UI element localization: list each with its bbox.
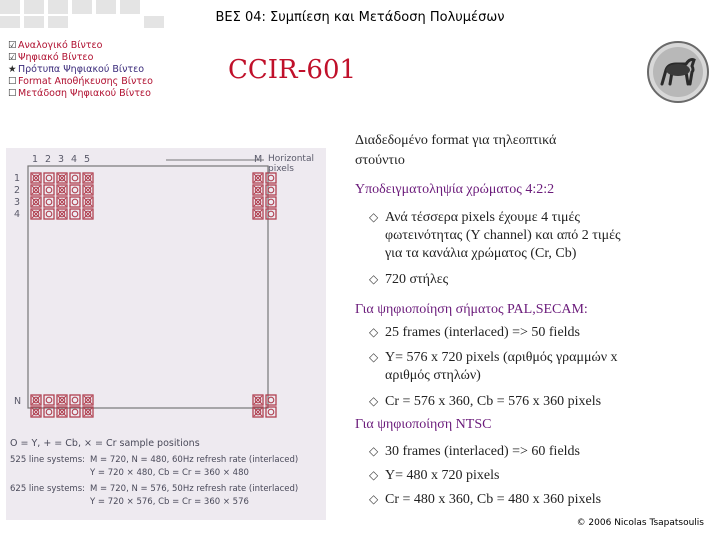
nav-item-label: Αναλογικό Βίντεο <box>18 40 103 51</box>
system-525-label: 525 line systems: <box>10 455 85 465</box>
diamond-bullet-icon: ◇ <box>369 325 379 339</box>
horizontal-pixels-label: Horizontal pixels <box>268 154 314 174</box>
row-number: 3 <box>14 197 21 208</box>
sample-cell <box>44 209 54 219</box>
col-number: 3 <box>58 154 65 165</box>
system-525-line2: Y = 720 × 480, Cb = Cr = 360 × 480 <box>90 468 249 478</box>
sample-legend: O = Y, + = Cb, × = Cr sample positions <box>10 438 200 449</box>
system-625-line1: M = 720, N = 576, 50Hz refresh rate (interlaced) <box>90 484 299 494</box>
nav-item-label: Ψηφιακό Βίντεο <box>18 52 94 63</box>
unchecked-box-icon: ☐ <box>8 76 17 87</box>
luma-sample <box>46 199 52 205</box>
row-number: N <box>14 396 22 407</box>
luma-sample <box>72 199 78 205</box>
bullet-item: ◇ Y= 576 x 720 pixels (αριθμός γραμμών x <box>369 350 618 365</box>
luma-sample <box>268 409 274 415</box>
luma-sample <box>268 199 274 205</box>
diamond-bullet-icon: ◇ <box>369 444 379 458</box>
subheading-ntsc: Για ψηφιοποίηση NTSC <box>355 417 492 432</box>
sample-cell <box>70 209 80 219</box>
sample-cell <box>70 185 80 195</box>
bullet-item: ◇ Cr = 480 x 360, Cb = 480 x 360 pixels <box>369 492 602 507</box>
diamond-bullet-icon: ◇ <box>369 492 379 506</box>
nav-item-label: Πρότυπα Ψηφιακού Βίντεο <box>18 64 145 75</box>
row-number: 4 <box>14 209 21 220</box>
subheading-pal-secam: Για ψηφιοποίηση σήματος PAL,SECAM: <box>355 302 588 317</box>
diamond-bullet-icon: ◇ <box>369 350 379 364</box>
checked-box-icon: ☑ <box>8 40 17 51</box>
sample-cell <box>70 197 80 207</box>
system-625-line2: Y = 720 × 576, Cb = Cr = 360 × 576 <box>90 497 249 507</box>
nav-item-digital-video[interactable] <box>8 52 153 64</box>
luma-sample <box>72 409 78 415</box>
subheading-chroma-subsampling: Υποδειγματοληψία χρώματος 4:2:2 <box>355 182 555 197</box>
nav-menu <box>8 40 153 100</box>
bullet-item: ◇ Cr = 576 x 360, Cb = 576 x 360 pixels <box>369 394 602 409</box>
luma-sample <box>46 187 52 193</box>
sample-cell <box>44 395 54 405</box>
sample-cell <box>44 197 54 207</box>
luma-sample <box>46 175 52 181</box>
diamond-bullet-icon: ◇ <box>369 272 379 286</box>
slide-title: CCIR-601 <box>228 55 357 85</box>
bullet-item: ◇ Ανά τέσσερα pixels έχουμε 4 τιμές <box>369 210 580 225</box>
nav-item-label: Format Αποθήκευσης Βίντεο <box>18 76 153 87</box>
diamond-bullet-icon: ◇ <box>369 468 379 482</box>
frame-outline <box>28 166 268 408</box>
row-number: 1 <box>14 173 21 184</box>
sample-cell <box>44 173 54 183</box>
bullet-item: ◇ 30 frames (interlaced) => 60 fields <box>369 444 580 459</box>
luma-sample <box>46 211 52 217</box>
system-625-label: 625 line systems: <box>10 484 85 494</box>
checked-box-icon: ☑ <box>8 52 17 63</box>
nav-item-label: Μετάδοση Ψηφιακού Βίντεο <box>18 88 151 99</box>
luma-sample <box>72 175 78 181</box>
luma-sample <box>268 397 274 403</box>
bullet-item-cont: για τα κανάλια χρώματος (Cr, Cb) <box>385 246 577 261</box>
bullet-item: ◇ 25 frames (interlaced) => 50 fields <box>369 325 580 340</box>
unchecked-box-icon: ☐ <box>8 88 17 99</box>
luma-sample <box>72 397 78 403</box>
luma-sample <box>268 211 274 217</box>
copyright-footer: © 2006 Nicolas Tsapatsoulis <box>576 518 704 528</box>
col-number: 2 <box>45 154 52 165</box>
sample-cell <box>70 395 80 405</box>
nav-item-video-transmission[interactable] <box>8 88 153 100</box>
bullet-item-cont: φωτεινότητας (Y channel) και από 2 τιμές <box>385 228 621 243</box>
luma-sample <box>72 187 78 193</box>
nav-item-analog-video[interactable] <box>8 40 153 52</box>
col-number: 5 <box>84 154 91 165</box>
bullet-item-cont: αριθμός στηλών) <box>385 368 481 383</box>
nav-item-video-standards[interactable] <box>8 64 153 76</box>
bullet-studio-format: Διαδεδομένο format για τηλεοπτικά <box>355 133 557 148</box>
diamond-bullet-icon: ◇ <box>369 394 379 408</box>
nav-item-storage-formats[interactable] <box>8 76 153 88</box>
row-number: 2 <box>14 185 21 196</box>
luma-sample <box>72 211 78 217</box>
sample-cell <box>70 173 80 183</box>
col-number: 1 <box>32 154 39 165</box>
luma-sample <box>46 397 52 403</box>
star-icon: ★ <box>8 64 17 75</box>
diamond-bullet-icon: ◇ <box>369 210 379 224</box>
coin-logo-icon <box>646 40 710 104</box>
system-525-line1: M = 720, N = 480, 60Hz refresh rate (interlaced) <box>90 455 299 465</box>
luma-sample <box>268 187 274 193</box>
bullet-studio-format-cont: στούντιο <box>355 153 405 168</box>
luma-sample <box>268 175 274 181</box>
luma-sample <box>46 409 52 415</box>
bullet-item: ◇ 720 στήλες <box>369 272 449 287</box>
bullet-item: ◇ Y= 480 x 720 pixels <box>369 468 500 483</box>
sampling-figure <box>6 148 326 520</box>
col-number: 4 <box>71 154 78 165</box>
col-number: M <box>254 154 263 165</box>
slide-header: ΒΕΣ 04: Συμπίεση και Μετάδοση Πολυμέσων <box>215 10 505 25</box>
sample-cell <box>44 185 54 195</box>
